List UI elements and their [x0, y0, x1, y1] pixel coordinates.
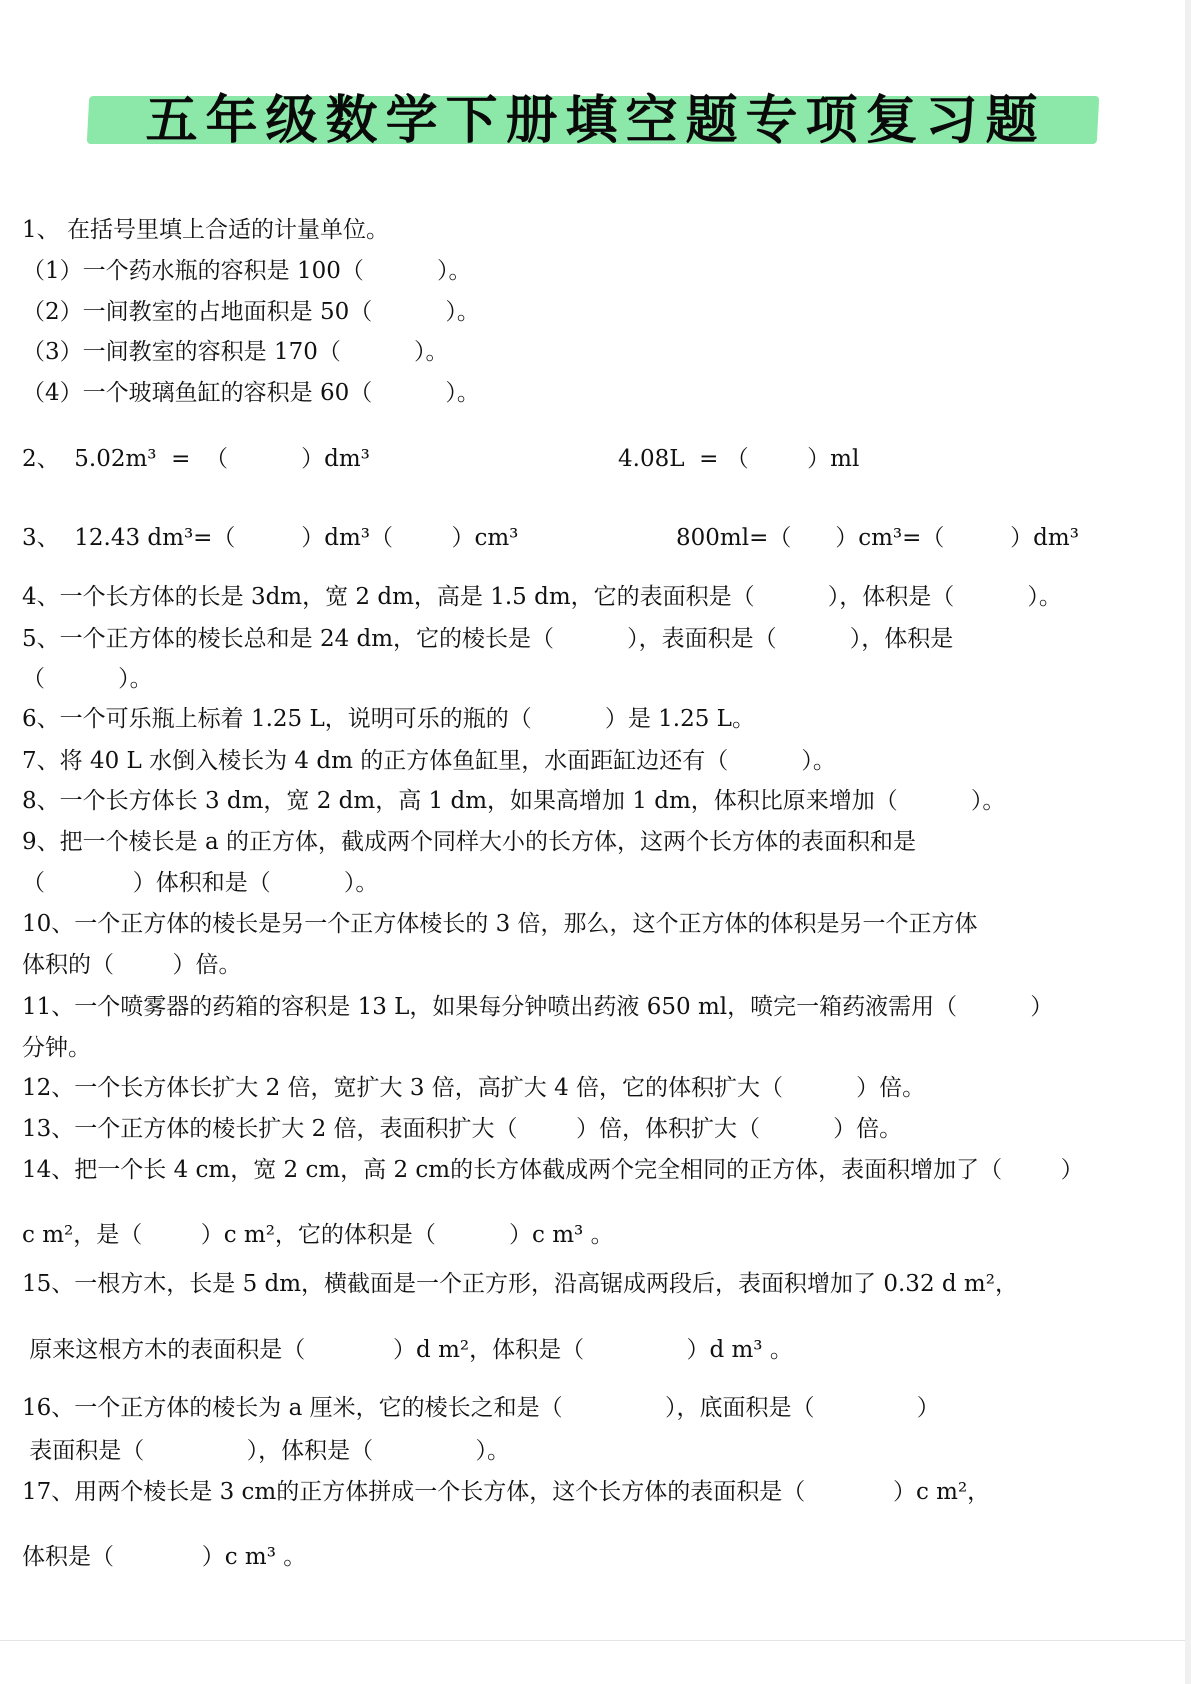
- question-line: 11、一个喷雾器的药箱的容积是 13 L，如果每分钟喷出药液 650 ml，喷完一箱药液需用（ ）: [22, 994, 1054, 1020]
- question-line: 16、一个正方体的棱长为 a 厘米，它的棱长之和是（ ），底面积是（ ）: [22, 1395, 940, 1421]
- question-1-item: （2）一间教室的占地面积是 50（ ）。: [22, 299, 480, 325]
- question-line: 10、一个正方体的棱长是另一个正方体棱长的 3 倍，那么，这个正方体的体积是另一个正方体: [22, 911, 978, 937]
- question-line: 12、一个长方体长扩大 2 倍，宽扩大 3 倍，高扩大 4 倍，它的体积扩大（ ）倍。: [22, 1075, 926, 1101]
- question-line: c m²，是（ ）c m²，它的体积是（ ）c m³ 。: [22, 1222, 614, 1248]
- question-1-item: （3）一间教室的容积是 170（ ）。: [22, 339, 449, 365]
- question-line: 8、一个长方体长 3 dm，宽 2 dm，高 1 dm，如果高增加 1 dm，体积比原来增加（ ）。: [22, 788, 1006, 814]
- question-line: 9、把一个棱长是 a 的正方体，截成两个同样大小的长方体，这两个长方体的表面积和是: [22, 829, 916, 855]
- question-line: 6、一个可乐瓶上标着 1.25 L，说明可乐的瓶的（ ）是 1.25 L。: [22, 706, 755, 732]
- question-line: 7、将 40 L 水倒入棱长为 4 dm 的正方体鱼缸里，水面距缸边还有（ ）。: [22, 748, 836, 774]
- question-line: 分钟。: [22, 1035, 91, 1061]
- question-3-right: 800ml=（ ）cm³=（ ）dm³: [676, 525, 1079, 551]
- question-1-stem: 1、 在括号里填上合适的计量单位。: [22, 217, 389, 243]
- question-line: 4、一个长方体的长是 3dm，宽 2 dm，高是 1.5 dm，它的表面积是（ ），体积是（ ）。: [22, 584, 1062, 610]
- question-line: （ ）。: [22, 666, 153, 692]
- page-edge: [1185, 0, 1191, 1684]
- question-line: 17、用两个棱长是 3 cm的正方体拼成一个长方体，这个长方体的表面积是（ ）c m²，: [22, 1479, 991, 1505]
- question-3-left: 3、 12.43 dm³=（ ）dm³（ ）cm³: [22, 525, 519, 551]
- question-line: 15、一根方木，长是 5 dm，横截面是一个正方形，沿高锯成两段后，表面积增加了 0.32 d m²，: [22, 1271, 1018, 1297]
- question-2-right: 4.08L = （ ）ml: [618, 446, 860, 472]
- question-line: 表面积是（ ），体积是（ ）。: [22, 1438, 511, 1464]
- question-line: 原来这根方木的表面积是（ ）d m²，体积是（ ）d m³ 。: [22, 1337, 793, 1363]
- bottom-divider: [0, 1640, 1191, 1641]
- question-line: 14、把一个长 4 cm，宽 2 cm，高 2 cm的长方体截成两个完全相同的正方体，表面积增加了（ ）: [22, 1157, 1084, 1183]
- question-line: （ ）体积和是（ ）。: [22, 870, 379, 896]
- question-line: 13、一个正方体的棱长扩大 2 倍，表面积扩大（ ）倍，体积扩大（ ）倍。: [22, 1116, 903, 1142]
- question-line: 体积是（ ）c m³ 。: [22, 1544, 307, 1570]
- page-title: 五年级数学下册填空题专项复习题: [145, 91, 1046, 151]
- question-1-item: （1）一个药水瓶的容积是 100（ ）。: [22, 258, 472, 284]
- question-line: 体积的（ ）倍。: [22, 952, 242, 978]
- question-1-item: （4）一个玻璃鱼缸的容积是 60（ ）。: [22, 380, 480, 406]
- question-2-left: 2、 5.02m³ = （ ）dm³: [22, 446, 370, 472]
- question-line: 5、一个正方体的棱长总和是 24 dm，它的棱长是（ ），表面积是（ ），体积是: [22, 626, 954, 652]
